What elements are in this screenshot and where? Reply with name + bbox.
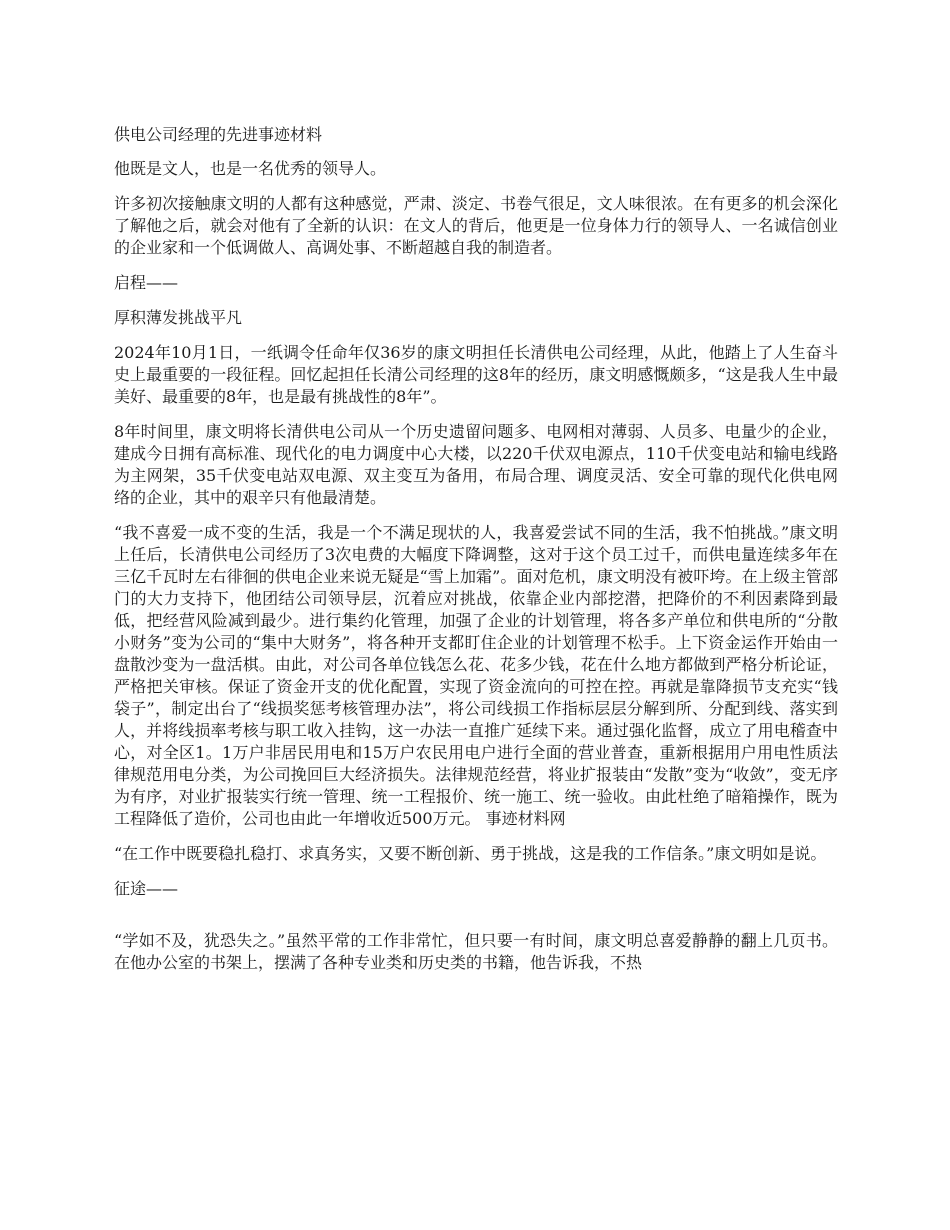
paragraph-reading: “学如不及，犹恐失之。”虽然平常的工作非常忙，但只要一有时间，康文明总喜爱静静的翻上几页书。在他办公室的书架上，摆满了各种专业类和历史类的书籍，他告诉我，不热: [114, 931, 838, 972]
document-title: 供电公司经理的先进事迹材料: [114, 125, 323, 144]
paragraph-impression: 许多初次接触康文明的人都有这种感觉，严肃、淡定、书卷气很足，文人味很浓。在有更多的机会深化了解他之后，就会对他有了全新的认识：在文人的背后，他更是一位身体力行的领导人、一名诚信创业的企业家和一个低调做人、高调处事、不断超越自我的制造者。: [114, 194, 838, 257]
paragraph-challenge: “我不喜爱一成不变的生活，我是一个不满足现状的人，我喜爱尝试不同的生活，我不怕挑战。”康文明上任后，长清供电公司经历了3次电费的大幅度下降调整，这对于这个员工过千，而供电量连续多年在三亿千瓦时左右徘徊的供电企业来说无疑是“雪上加霜”。面对危机，康文明没有被吓垮。在上级主管部门的大力支持下，他团结公司领导层，沉着应对挑战，依靠企业内部挖潜，把降价的不利因素降到最低，把经营风险减到最少。进行集约化管理，加强了企业的计划管理，将各多产单位和供电所的“分散小财务”变为公司的“集中大财务”，将各种开支都盯住企业的计划管理不松手。上下资金运作开始由一盘散沙变为一盘活棋。由此，对公司各单位钱怎么花、花多少钱，花在什么地方都做到严格分析论证，严格把关审核。保证了资金开支的优化配置，实现了资金流向的可控在控。再就是靠降损节支充实“钱袋子”，制定出台了“线损奖惩考核管理办法”，将公司线损工作指标层层分解到所、分配到线、落实到人，并将线损率考核与职工收入挂钩，这一办法一直推广延续下来。通过强化监督，成立了用电稽查中心，对全区1。1万户非居民用电和15万户农民用电户进行全面的营业普查，重新根据用户用电性质法律规范用电分类，为公司挽回巨大经济损失。法律规范经营，将业扩报装由“发散”变为“收敛”，变无序为有序，对业扩报装实行统一管理、统一工程报价、统一施工、统一验收。由此杜绝了暗箱操作，既为工程降低了造价，公司也由此一年增收近500万元。 事迹材料网: [114, 523, 838, 828]
paragraph-appointment: 2024年10月1日，一纸调令任命年仅36岁的康文明担任长清供电公司经理，从此，他踏上了人生奋斗史上最重要的一段征程。回忆起担任长清公司经理的这8年的经历，康文明感慨颇多，“这是我人生中最美好、最重要的8年，也是最有挑战性的8年”。: [114, 343, 838, 406]
paragraph-intro: 他既是文人，也是一名优秀的领导人。: [114, 159, 387, 178]
document-body: [114, 124, 838, 987]
section-heading-journey: 征途——: [114, 879, 179, 898]
section-heading-start: 启程——: [114, 273, 179, 292]
section-subheading: 厚积薄发挑战平凡: [114, 308, 243, 327]
paragraph-eight-years: 8年时间里，康文明将长清供电公司从一个历史遗留问题多、电网相对薄弱、人员多、电量少的企业，建成今日拥有高标准、现代化的电力调度中心大楼，以220千伏双电源点，110千伏变电站和输电线路为主网架，35千伏变电站双电源、双主变互为备用，布局合理、调度灵活、安全可靠的现代化供电网络的企业，其中的艰辛只有他最清楚。: [114, 422, 838, 507]
paragraph-motto: “在工作中既要稳扎稳打、求真务实，又要不断创新、勇于挑战，这是我的工作信条。”康文明如是说。: [114, 844, 827, 863]
